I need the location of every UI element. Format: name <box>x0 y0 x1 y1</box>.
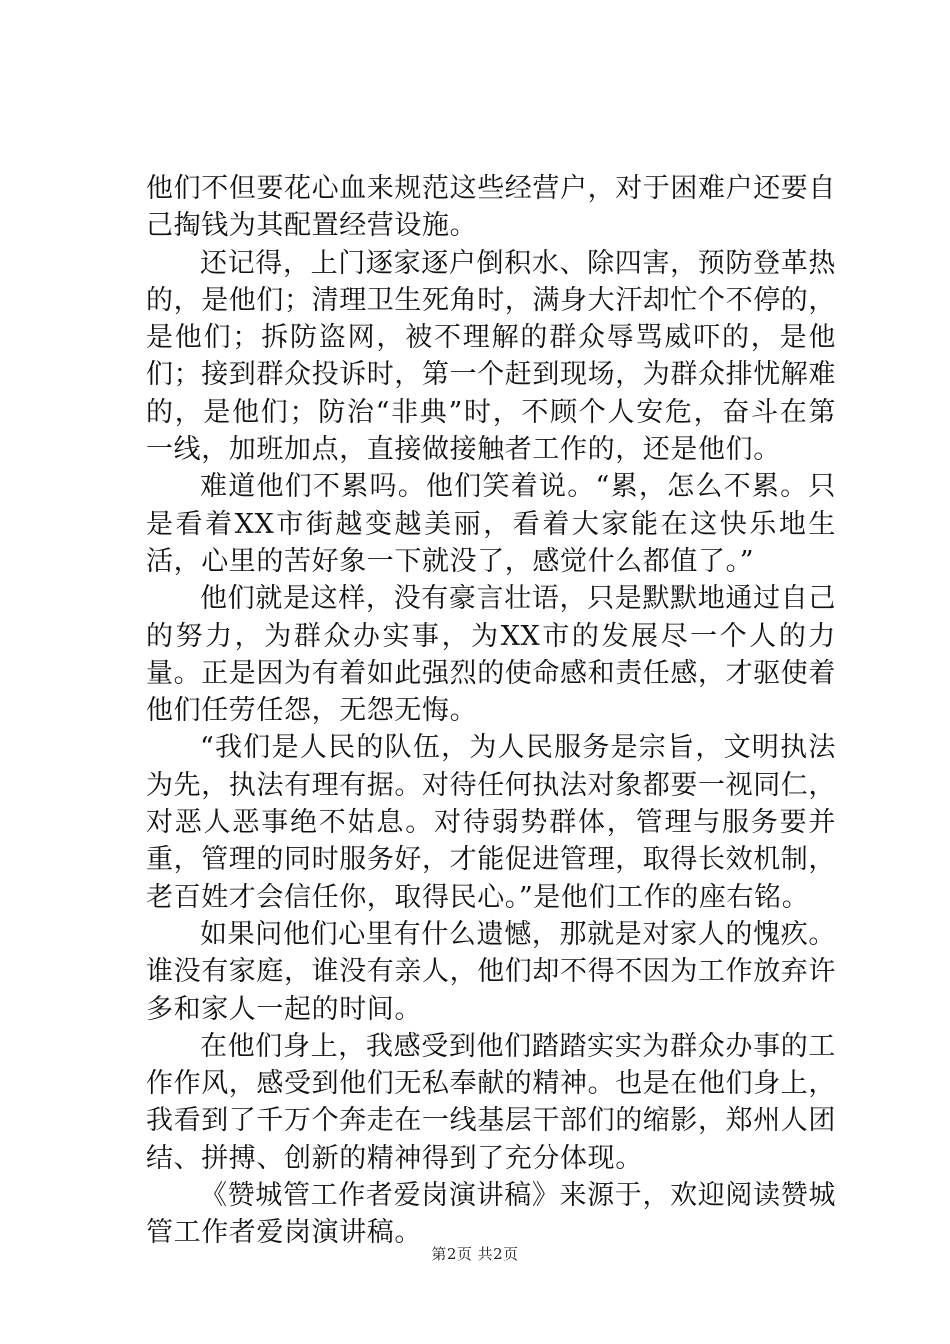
document-body <box>146 170 836 1252</box>
paragraph-4: 他们就是这样，没有豪言壮语，只是默默地通过自己的努力，为群众办实事，为XX市的发展尽一个人的力量。正是因为有着如此强烈的使命感和责任感，才驱使着他们任劳任怨，无怨无悔。 <box>146 583 836 727</box>
paragraph-1: 他们不但要花心血来规范这些经营户，对于困难户还要自己掏钱为其配置经营设施。 <box>146 173 836 242</box>
paragraph-8: 《赞城管工作者爱岗演讲稿》来源于，欢迎阅读赞城管工作者爱岗演讲稿。 <box>146 1180 836 1249</box>
page-number-footer: 第2页 共2页 <box>431 1245 519 1263</box>
paragraph-5: “我们是人民的队伍，为人民服务是宗旨，文明执法为先，执法有理有据。对待任何执法对象都要一视同仁，对恶人恶事绝不姑息。对待弱势群体，管理与服务要并重，管理的同时服务好，才能促进管理，取得长效机制，老百姓才会信任你，取得民心。”是他们工作的座右铭。 <box>146 732 836 913</box>
paragraph-2: 还记得，上门逐家逐户倒积水、除四害，预防登革热的，是他们；清理卫生死角时，满身大汗却忙个不停的，是他们；拆防盗网，被不理解的群众辱骂威吓的，是他们；接到群众投诉时，第一个赶到现场，为群众排忧解难的，是他们；防治“非典”时，不顾个人安危，奋斗在第一线，加班加点，直接做接触者工作的，还是他们。 <box>146 247 836 466</box>
paragraph-7: 在他们身上，我感受到他们踏踏实实为群众办事的工作作风，感受到他们无私奉献的精神。也是在他们身上，我看到了千万个奔走在一线基层干部们的缩影，郑州人团结、拼搏、创新的精神得到了充分体现。 <box>146 1030 836 1174</box>
paragraph-3: 难道他们不累吗。他们笑着说。“累，怎么不累。只是看着XX市街越变越美丽，看着大家能在这快乐地生活，心里的苦好象一下就没了，感觉什么都值了。” <box>146 471 836 577</box>
paragraph-6: 如果问他们心里有什么遗憾，那就是对家人的愧疚。谁没有家庭，谁没有亲人，他们却不得不因为工作放弃许多和家人一起的时间。 <box>146 918 836 1025</box>
